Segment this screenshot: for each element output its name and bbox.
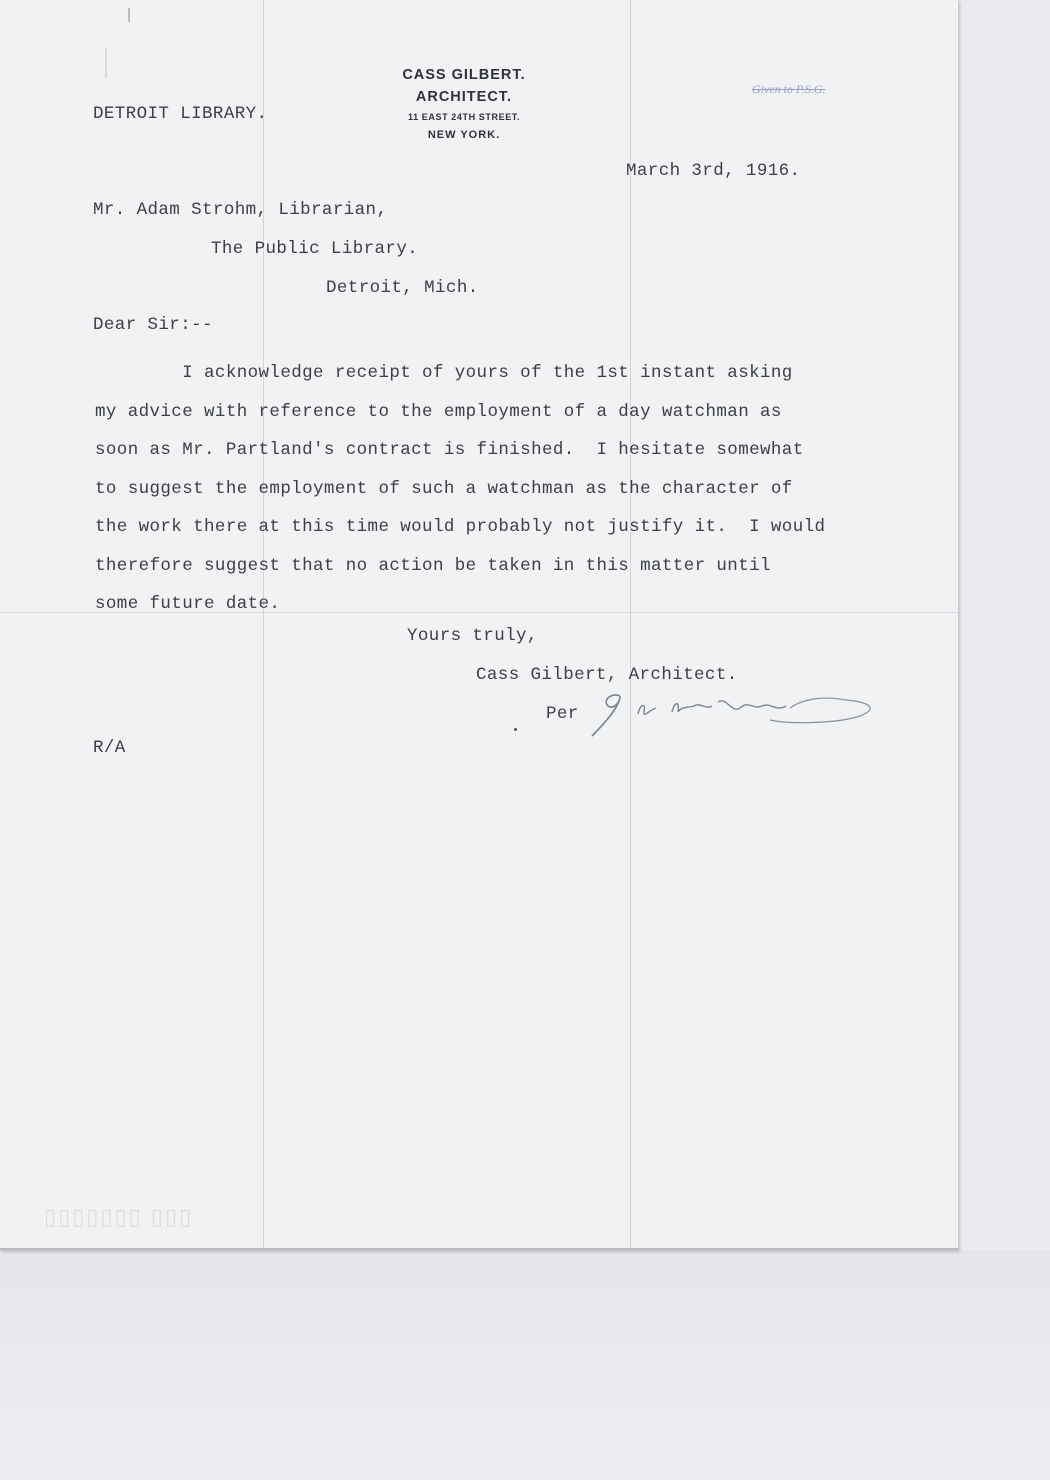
faint-offset-text: ▯▯▯▯▯▯▯ ▯▯▯: [44, 1204, 194, 1229]
letter-body: [95, 354, 895, 624]
reference-line: DETROIT LIBRARY.: [93, 104, 268, 124]
per-label: Per: [546, 704, 579, 724]
recipient-institution: The Public Library.: [211, 239, 419, 259]
letterhead-street: 11 EAST 24TH STREET.: [407, 112, 521, 122]
recipient-name: Mr. Adam Strohm, Librarian,: [93, 200, 388, 220]
paper-mark: [128, 8, 130, 22]
letterhead-title: ARCHITECT.: [415, 89, 513, 105]
sender-name: Cass Gilbert, Architect.: [476, 665, 738, 685]
typist-initials: R/A: [93, 738, 126, 758]
paper-mark: [105, 48, 107, 78]
body-line: soon as Mr. Partland's contract is finished. I hesitate somewhat: [95, 440, 804, 460]
scan-backdrop: [0, 1250, 1050, 1480]
letter-date: March 3rd, 1916.: [626, 161, 801, 181]
letterhead-city: NEW YORK.: [427, 129, 501, 141]
recipient-city: Detroit, Mich.: [326, 278, 479, 298]
body-line: I acknowledge receipt of yours of the 1st instant asking: [95, 363, 793, 383]
ink-dot: [514, 728, 517, 731]
body-line: some future date.: [95, 594, 281, 614]
letterhead: [370, 64, 558, 144]
letterhead-name: CASS GILBERT.: [402, 67, 526, 83]
body-line: my advice with reference to the employment of a day watchman as: [95, 401, 782, 422]
salutation: Dear Sir:--: [93, 315, 213, 335]
body-line: the work there at this time would probably not justify it. I would: [95, 517, 826, 537]
closing: Yours truly,: [407, 626, 538, 646]
handwritten-signature: [590, 688, 880, 740]
fold-line-right: [630, 0, 631, 1248]
fold-line-left: [263, 0, 264, 1248]
body-line: therefore suggest that no action be taken in this matter until: [95, 555, 771, 576]
archive-stamp: Given to P.S.G.: [752, 82, 826, 96]
body-line: to suggest the employment of such a watchman as the character of: [95, 478, 793, 499]
